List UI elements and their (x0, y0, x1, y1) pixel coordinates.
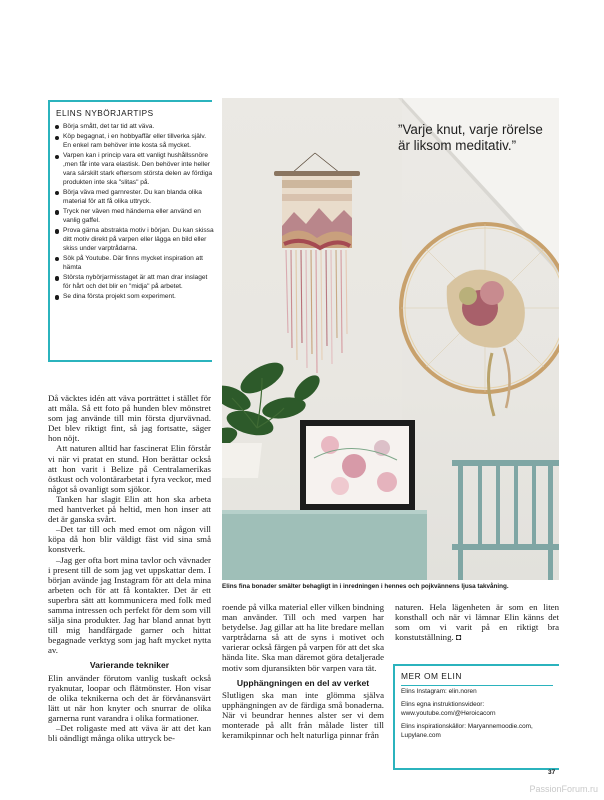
beginner-tips-box (48, 100, 212, 362)
more-item: Elins Instagram: elin.noren (401, 688, 477, 695)
section-heading: Upphängningen en del av verket (236, 677, 370, 688)
paragraph: Tanken har slagit Elin att hon ska arbeta med hantverket på heltid, men hon inser att det är ganska svårt. (48, 493, 211, 525)
paragraph: –Det tar till och med emot om någon vill köpa då hon blir väldigt fäst vid sina små konstverk. (48, 524, 211, 555)
tip-item: Varpen kan i princip vara ett vanligt hushållssnöre ,men får inte vara elastisk. Den behöver inte heller vara särskilt stark eftersom största delen av fördiga produkten inte ska "slitas" på. (54, 152, 214, 187)
tip-item: Köp begagnat, i en hobbyaffär eller tillverka själv. En enkel ram behöver inte kosta så mycket. (54, 133, 214, 150)
end-mark-icon: ◘ (455, 632, 462, 643)
page-number: 37 (548, 769, 556, 776)
paragraph: Elin använder förutom vanlig tuskaft också ryaknutar, loopar och flätmönster. Hon visar de olika teknikerna och det är förvånansvärt lätt ut när hon knyter och snurrar de olika garnerna runt varandra i olika formationer. (48, 672, 211, 723)
tip-item: Tryck ner väven med händerna eller använd en vanlig gaffel. (54, 208, 214, 225)
more-about-box (393, 664, 559, 770)
paragraph: Att naturen alltid har fascinerat Elin förstår vi när vi pratat en stund. Hon berättar också att hon varit i Belize på Centralamerikas östkust och volontärarbetat i fyra veckor, med något så ovanligt som sjökor. (48, 443, 211, 494)
tip-item: Största nybörjarmisstaget är att man drar inslaget för hårt och det blir en "midja" på arbetet. (54, 274, 214, 291)
weaving-photo (222, 98, 559, 580)
divider (401, 685, 553, 686)
section-heading: Varierande tekniker (89, 660, 170, 671)
pull-quote: ”Varje knut, varje rörelse är liksom meditativ.” (398, 122, 543, 153)
tip-item: Prova gärna abstrakta motiv i början. Du kan skissa ditt motiv direkt på varpen eller lägga en bild eller skiss under varptrådarna. (54, 227, 214, 253)
body-column-2 (222, 602, 384, 740)
watermark: PassionForum.ru (529, 784, 598, 794)
tips-title: ELINS NYBÖRJARTIPS (56, 109, 154, 118)
more-item: Elins inspirationskällor: Maryannemoodie.com, Lupylane.com (401, 723, 533, 739)
more-item: Elins egna instruktionsvideor: www.youtube.com/@Heroicacorn (401, 701, 496, 717)
body-column-3 (395, 602, 559, 642)
tip-item: Börja smått, det tar tid att väva. (54, 123, 214, 132)
tip-item: Se dina första projekt som experiment. (54, 293, 214, 302)
paragraph: –Jag ger ofta bort mina tavlor och vävnader i present till de som jag vet uppskattar dem. I början avände jag Instagram för att dela mina arbeten och för att få kontakter. Det är ett superbra sätt att kommunicera med folk med samma intressen och perfekt för dem som vill sälja sina produkter. Jag har bland annat bytt till mig handfärgade garner och hittat begagnade verktyg som jag haft mycket nytta av. (48, 554, 211, 656)
more-title: MER OM ELIN (401, 671, 462, 681)
paragraph (395, 602, 559, 642)
photo-caption: Elins fina bonader smälter behagligt in i inredningen i hennes och pojkvännens ljusa takvåning. (222, 583, 509, 590)
body-column-1 (48, 393, 211, 743)
paragraph: Då väcktes idén att väva porträttet i stället för att måla. Så ett foto på hunden blev mönstret som jag använde till min första djurvävnad. Det blev riktigt fint, så jag fortsatte, säger hon nöjt. (48, 393, 211, 444)
weaving-photo-illustration (222, 98, 559, 580)
paragraph-text: naturen. Hela lägenheten är som en liten konsthall och när vi lämnar Elin känns det som om vi varit på en riktigt bra konstutställning. (395, 602, 559, 643)
more-list (401, 688, 557, 745)
paragraph: roende på vilka material eller vilken bindning man använder. Till och med varpen har betydelse. Jag gillar att ha lite bredare mellan varptrådarna så att de syns i motivet och varierar också färgen på varpen för att det ska hända lite. Ska man däremot göra detaljerade motiv som djuransikten bör varpen vara tät. (222, 602, 384, 673)
paragraph: –Det roligaste med att väva är att det kan bli oändligt många olika uttryck be- (48, 723, 211, 744)
tips-list (54, 123, 214, 304)
tip-item: Sök på Youtube. Där finns mycket inspiration att hämta (54, 255, 214, 272)
paragraph: Slutligen ska man inte glömma själva upphängningen av de färdiga små bonaderna. När vi beundrar hennes alster ser vi dem monterade på allt från målade lister till keramikpinnar och helt naturliga pinnar från (222, 689, 384, 741)
tip-item: Börja väva med garnrester. Du kan blanda olika material för att få olika uttryck. (54, 189, 214, 206)
